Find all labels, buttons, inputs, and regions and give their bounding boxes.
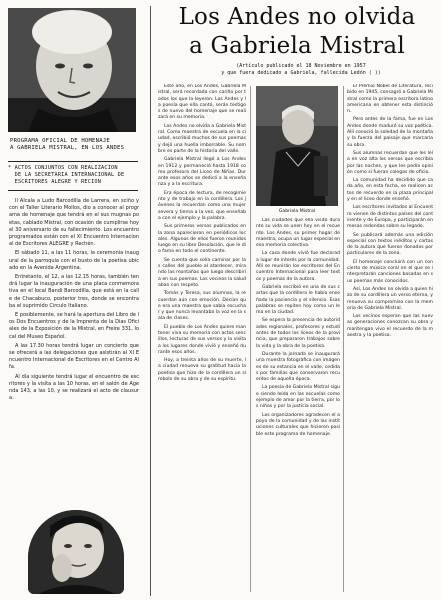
article-headline-line2: a Gabriela Mistral: [189, 33, 405, 59]
column-divider-1: [250, 86, 251, 592]
article-deck-line2: y que fuera dedicado a Gabriela, fallecida Ledón ( )): [221, 70, 381, 76]
portrait-bottom-illustration: [28, 510, 124, 594]
portrait-illustration: [8, 8, 136, 132]
article-column-3: El Premio Nobel de Literatura, recibido en 1945, consagró a Gabriela Mistral como la primera escritora latinoamericana en obtener esta distinción. Pero antes de la fama, fue en Los Andes donde maduró su voz poética. Allí conoció la soledad de la montaña y la fuerza del paisaje que marcaría su obra. Sus alumnas recuerdan que les leía en voz alta los versos que escribía por las noches, y que les pedía opinión como si fueran colegas de oficio. La comunidad ha decidido que cada año, en esta fecha, se realicen actos de recuerdo en la plaza principal y en el liceo donde enseñó. Los escritores invitados al Encuentro vienen de distintos países del continente y de Europa, y participarán en mesas redondas sobre su legado. Se publicará además una edición especial con textos inéditos y cartas de la autora que fueron donados por particulares de la zona. El homenaje concluirá con un concierto de música coral en el que se interpretarán canciones basadas en sus poemas más conocidos. Así, Los Andes no olvida a quien hizo de su cordillera un verso eterno, y renueva su compromiso con la memoria de Gabriela Mistral. Los vecinos esperan que las nuevas generaciones conozcan su obra y mantengan vivo el recuerdo de la maestra y la poetisa.: [347, 84, 433, 338]
gabriela-photo-illustration: [256, 86, 338, 206]
left-body-column: Il Alcala a Ludo Barcodilla de Larrera, en sciño y con el Taller Literario Mollos, dio a conocer al programa de homenaje que tendrá en el sus mugnas poetas, cablado Mistral, con ocasión de cumplirse hoy el 30 aniversario de su fallecimiento. Los encuentro programados están con el XI Encuentro Internacional de Escritores ALEGRE y Rechén. El sábado 11, a las 11 horas, la ceremonia inaugural de la parroquia con el busto de la poetisa ubicado en la Avenida Argentina. Entretanto, el 12, a las 12.15 horas, también tendrá lugar la inauguración de una placa conmemorativa en el local Bandi Barcodilla, que está en la calle de Chacabuco, posterior tres, donde se encontraba el suprimido Circulo Italiano. E posiblemente, se hará la apertura del Libro de los Dos Encuentros y de la Imprenta de la Dias Oficiales de la Exposición de la Mistral, en Freire 331, local del Museo Español. A las 17.30 horas tendrá lugar un concierto que se ofrecerá a las delegaciones que asistirán al XI Encuentro Internacional de Escritores en el Centro Alfa. Al día siguiente tendrá lugar el encuentro de escritores y la visita a las 10 horas, en el salón de Agenda 143, a las 10, y se realizará el acto de clausura.: [9, 198, 139, 402]
portrait-photo-bottom: [28, 510, 124, 594]
article-deck-line1: (Artículo publicado el 18 Noviembre en 1957: [236, 63, 366, 69]
top-photo-caption: PROGRAMA OFICIAL DE HOMENAJE A GABRIELA MISTRAL, EN LOS ANDES: [10, 138, 125, 151]
gabriela-mistral-photo: [256, 86, 338, 206]
subhead-divider: [8, 190, 138, 191]
article-column-1: Este año, en Los Andes, Gabriela Mistral, será recordada con cariño por todos los que la leyeron. Los Andes y la poesía que ella cantó, serán testigos de nuevo del homenaje que se realizará en su memoria. Los Andes no olvida a Gabriela Mistral. Como maestra de escuela en la ciudad, escribió muchos de sus poemas y dejó una huella imborrable. Su nombre es parte de la historia del valle. Gabriela Mistral llegó a Los Andes en 1912 y permaneció hasta 1918 como profesora del Liceo de Niñas. Durante esos años se dedicó a la enseñanza y a la escritura. Era época de lectura, de recogimiento y de trabajo en la cordillera. Los jóvenes la recuerdan como una mujer severa y tierna a la vez, que enseñaba con el ejemplo y la palabra. Sus primeros versos publicados en la zona aparecieron en periódicos locales. Algunos de ellos fueron reunidos luego en su libro Desolación, que le dio fama en todo el continente. Se cuenta que solía caminar por las calles del pueblo al atardecer, mirando las montañas que luego describiría en sus poemas. Los vecinos la saludaban con respeto. Tomás y Teresa, sus alumnas, la recuerdan aún con emoción. Decían que era una maestra que sabía escuchar y que nunca levantaba la voz en la sala de clases. El pueblo de Los Andes quiere mantener viva su memoria con actos sencillos, lecturas de sus versos y la visita a los lugares donde vivió y enseñó durante esos años. Hoy, a treinta años de su muerte, la ciudad renueva su gratitud hacia la poetisa que hizo de la cordillera un símbolo de su obra y de su espíritu.: [158, 84, 246, 383]
bullet-subhead: * ACTOS CONJUNTOS CON REALIZACION DE LA SECRETARIA INTERNACIONAL DE ESCRITORES ALEGRE Y RECION: [8, 165, 125, 185]
section-divider: [150, 6, 151, 596]
caption-divider: [8, 161, 138, 162]
article-column-2: Las ciudades que ella visitó durante su vida se unen hoy en el recuerdo. Los Andes, su primer hogar de maestra, ocupa un lugar especial en esa memoria colectiva. La casa donde vivió fue declarada lugar de interés por la comunidad. Allí se reunirán los escritores del Encuentro Internacional para leer textos y poemas de la autora. Gabriela escribió en una de sus cartas que la cordillera le había enseñado la paciencia y el silencio. Esas palabras se repiten hoy como un lema en la ciudad. Se espera la presencia de autoridades regionales, profesores y estudiantes de todos los liceos de la provincia, que prepararon trabajos sobre la vida y la obra de la poetisa. Durante la jornada se inaugurará una muestra fotográfica con imágenes de su estancia en el valle, cedidas por familias que conservaron recuerdos de aquella época. La poesía de Gabriela Mistral sigue siendo leída en las escuelas como ejemplo de amor por la tierra, por los niños y por la justicia social. Los organizadores agradecen el apoyo de la comunidad y de las instituciones culturales que hicieron posible este programa de homenaje.: [256, 218, 340, 437]
portrait-photo-top: [8, 8, 136, 132]
column-divider-2: [343, 86, 344, 592]
article-headline-line1: Los Andes no olvida: [178, 4, 416, 30]
gabriela-photo-caption: Gabriela Mistral: [278, 209, 316, 214]
